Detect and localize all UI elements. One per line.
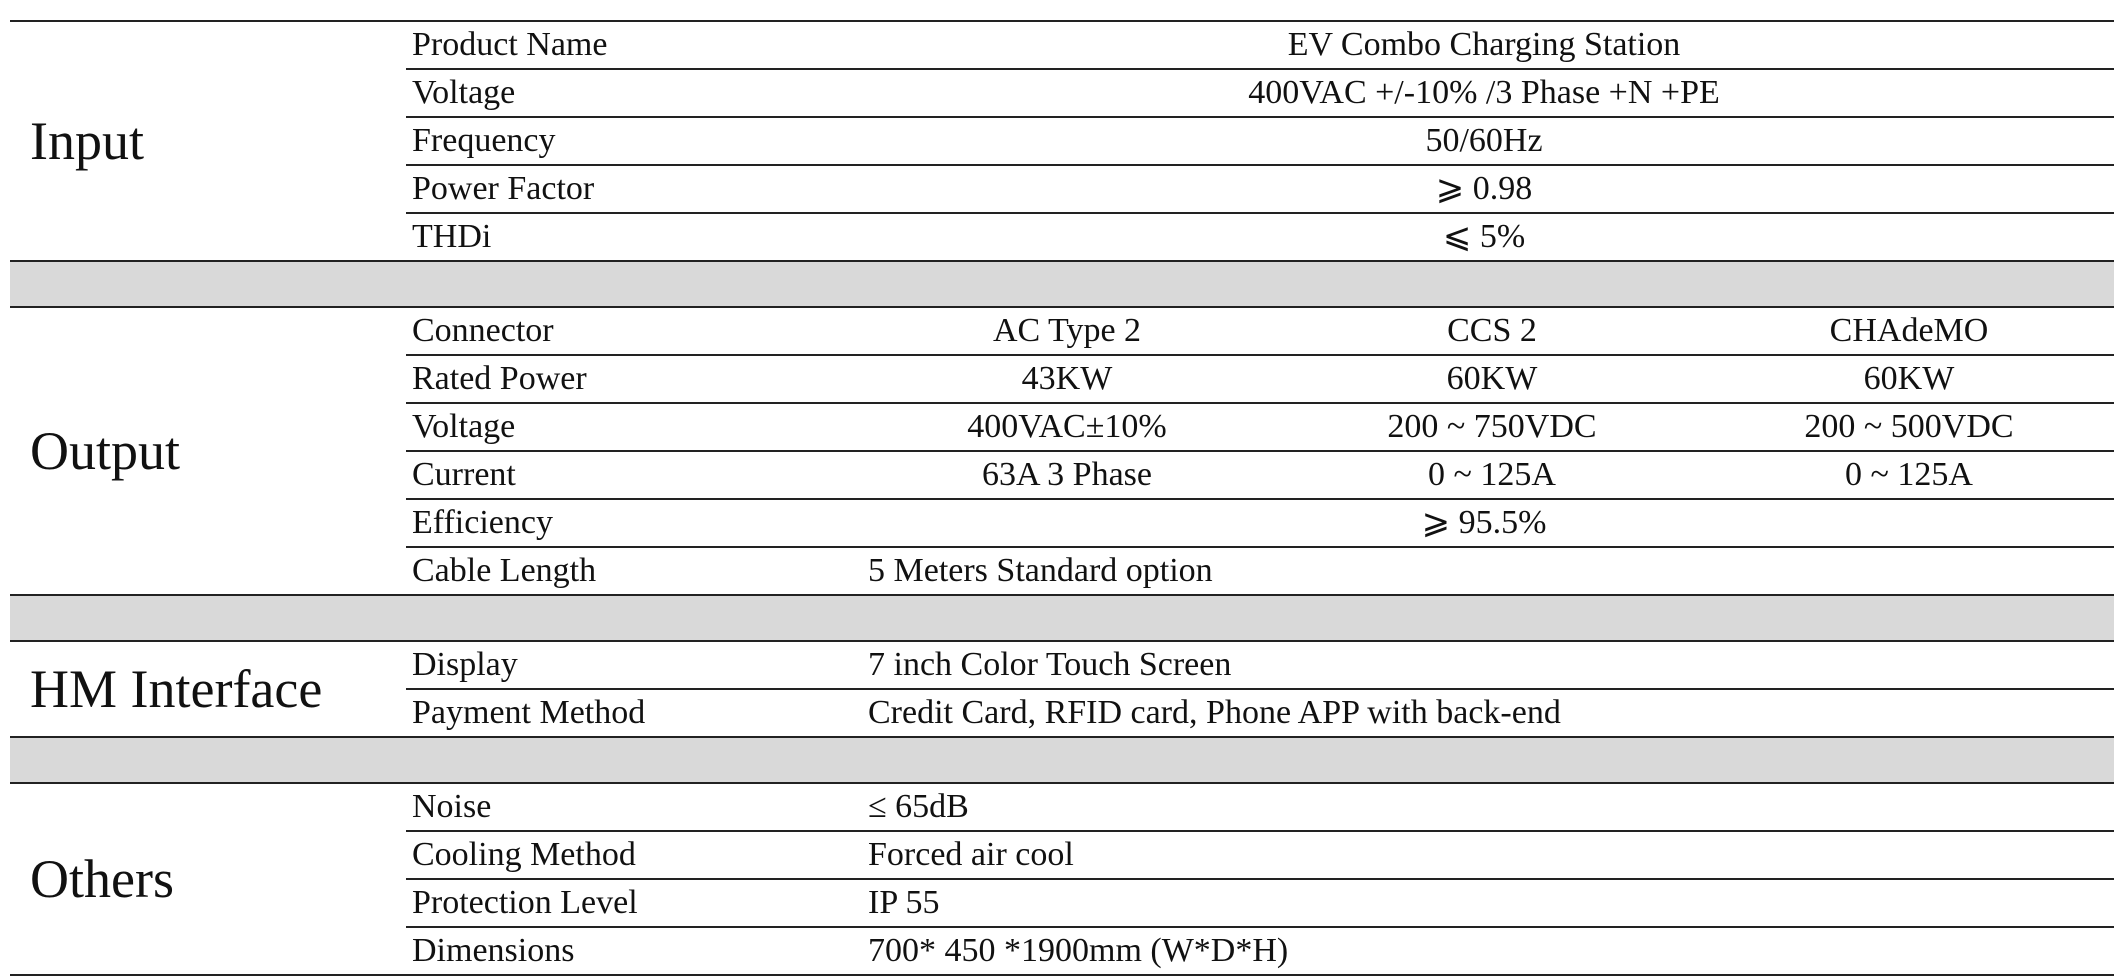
row-value: ⩾ 95.5% [854, 499, 2114, 547]
row-value: ⩾ 0.98 [854, 165, 2114, 213]
row-value: 400VAC±10% [854, 403, 1280, 451]
row-label: Power Factor [406, 165, 854, 213]
row-value: 5 Meters Standard option [854, 547, 2114, 595]
row-label: Protection Level [406, 879, 854, 927]
section-title-hmi: HM Interface [10, 641, 406, 737]
table-row [10, 641, 2114, 689]
row-label: Efficiency [406, 499, 854, 547]
section-title-input: Input [10, 21, 406, 261]
row-value: ⩽ 5% [854, 213, 2114, 261]
row-label: Current [406, 451, 854, 499]
row-value: 60KW [1704, 355, 2114, 403]
row-value: 50/60Hz [854, 117, 2114, 165]
row-value: 0 ~ 125A [1280, 451, 1704, 499]
row-value: 400VAC +/-10% /3 Phase +N +PE [854, 69, 2114, 117]
row-value: 700* 450 *1900mm (W*D*H) [854, 927, 2114, 975]
row-value: 43KW [854, 355, 1280, 403]
row-value: Forced air cool [854, 831, 2114, 879]
row-label: Payment Method [406, 689, 854, 737]
row-label: THDi [406, 213, 854, 261]
table-row [10, 783, 2114, 831]
row-label: Voltage [406, 69, 854, 117]
table-row [10, 307, 2114, 355]
row-value: ≤ 65dB [854, 783, 2114, 831]
row-label: Connector [406, 307, 854, 355]
row-label: Product Name [406, 21, 854, 69]
row-label: Cable Length [406, 547, 854, 595]
specification-table [10, 20, 2114, 976]
row-label: Frequency [406, 117, 854, 165]
connector-ccs: CCS 2 [1280, 307, 1704, 355]
table-row [10, 21, 2114, 69]
row-label: Noise [406, 783, 854, 831]
row-label: Display [406, 641, 854, 689]
connector-chademo: CHAdeMO [1704, 307, 2114, 355]
section-title-others: Others [10, 783, 406, 975]
row-label: Rated Power [406, 355, 854, 403]
section-separator [10, 595, 2114, 641]
row-value: Credit Card, RFID card, Phone APP with back-end [854, 689, 2114, 737]
section-separator [10, 737, 2114, 783]
row-value: 200 ~ 500VDC [1704, 403, 2114, 451]
row-value: 60KW [1280, 355, 1704, 403]
row-value: IP 55 [854, 879, 2114, 927]
row-value: EV Combo Charging Station [854, 21, 2114, 69]
row-label: Cooling Method [406, 831, 854, 879]
row-label: Voltage [406, 403, 854, 451]
row-value: 200 ~ 750VDC [1280, 403, 1704, 451]
row-value: 7 inch Color Touch Screen [854, 641, 2114, 689]
section-separator [10, 261, 2114, 307]
row-value: 63A 3 Phase [854, 451, 1280, 499]
row-value: 0 ~ 125A [1704, 451, 2114, 499]
section-title-output: Output [10, 307, 406, 595]
connector-ac: AC Type 2 [854, 307, 1280, 355]
row-label: Dimensions [406, 927, 854, 975]
